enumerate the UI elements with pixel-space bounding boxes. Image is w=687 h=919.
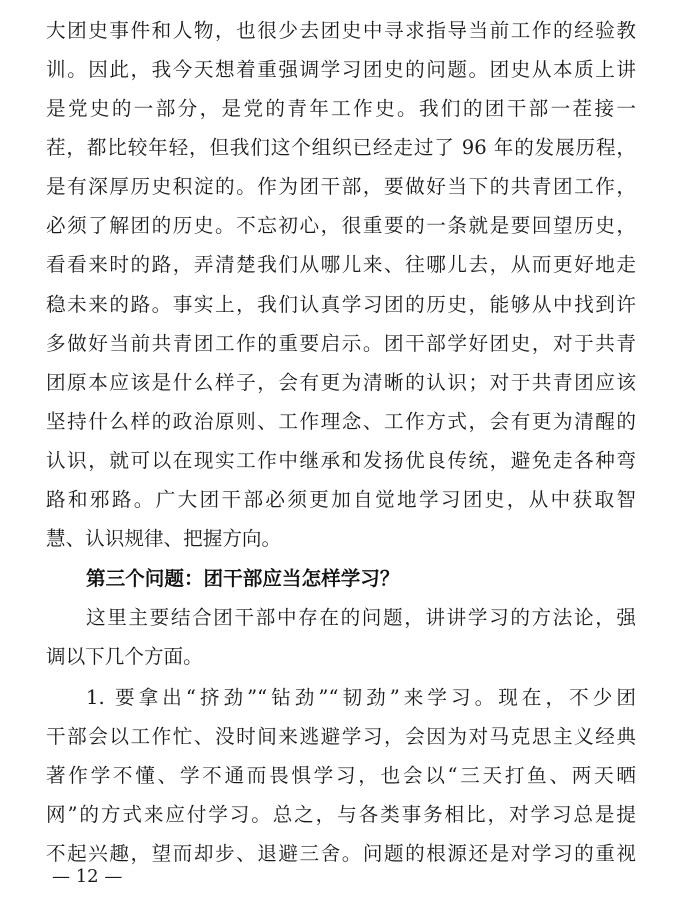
page-number: — 12 — xyxy=(52,866,123,887)
section-heading: 第三个问题：团干部应当怎样学习？ xyxy=(86,567,400,590)
body-text-line: 认识，就可以在现实工作中继承和发扬优良传统，避免走各种弯 xyxy=(46,449,636,472)
body-text-line: 1. 要拿出“挤劲”“钻劲”“韧劲”来学习。现在，不少团 xyxy=(86,686,636,709)
body-text-line: 大团史事件和人物，也很少去团史中寻求指导当前工作的经验教 xyxy=(46,19,636,42)
body-text-line: 是有深厚历史积淀的。作为团干部，要做好当下的共青团工作， xyxy=(46,175,636,198)
body-text-line: 网”的方式来应付学习。总之，与各类事务相比，对学习总是提 xyxy=(46,803,636,826)
body-text-line: 坚持什么样的政治原则、工作理念、工作方式，会有更为清醒的 xyxy=(46,410,636,433)
body-text-line: 训。因此，我今天想着重强调学习团史的问题。团史从本质上讲 xyxy=(46,58,636,81)
body-text-line: 路和邪路。广大团干部必须更加自觉地学习团史，从中获取智 xyxy=(46,488,636,511)
body-text-line: 调以下几个方面。 xyxy=(46,645,203,668)
body-text-line: 这里主要结合团干部中存在的问题，讲讲学习的方法论，强 xyxy=(86,606,636,629)
body-text-line: 团原本应该是什么样子，会有更为清晰的认识；对于共青团应该 xyxy=(46,371,636,394)
body-text-line: 必须了解团的历史。不忘初心，很重要的一条就是要回望历史， xyxy=(46,214,636,237)
body-text-line: 著作学不懂、学不通而畏惧学习，也会以“三天打鱼、两天晒 xyxy=(46,764,636,787)
body-text-line: 稳未来的路。事实上，我们认真学习团的历史，能够从中找到许 xyxy=(46,293,636,316)
body-text-line: 慧、认识规律、把握方向。 xyxy=(46,527,282,550)
body-text-line: 茬，都比较年轻，但我们这个组织已经走过了 96 年的发展历程， xyxy=(46,136,636,159)
body-text-line: 看看来时的路，弄清楚我们从哪儿来、往哪儿去，从而更好地走 xyxy=(46,253,636,276)
body-text-line: 干部会以工作忙、没时间来逃避学习，会因为对马克思主义经典 xyxy=(46,725,636,748)
body-text-line: 是党史的一部分，是党的青年工作史。我们的团干部一茬接一 xyxy=(46,97,636,120)
body-text-line: 多做好当前共青团工作的重要启示。团干部学好团史，对于共青 xyxy=(46,332,636,355)
body-text-line: 不起兴趣，望而却步、退避三舍。问题的根源还是对学习的重视 xyxy=(46,842,636,865)
